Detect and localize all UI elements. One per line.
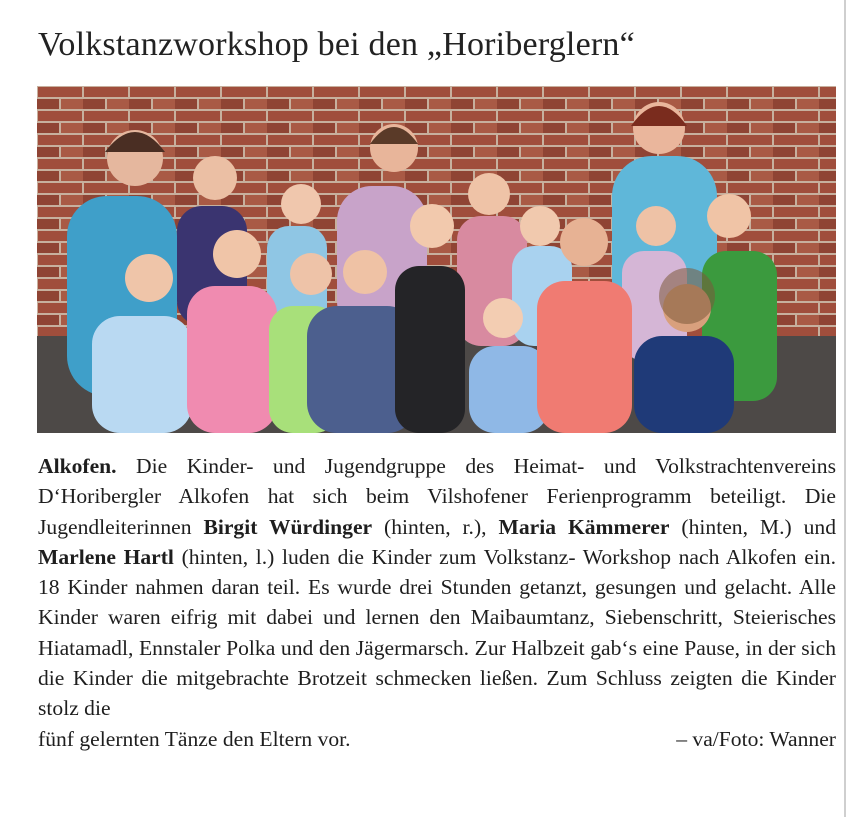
headline: Volkstanzworkshop bei den „Horiberglern“ [38,26,635,63]
article-body [38,451,836,754]
photo-credit: – va/Foto: Wanner [676,726,836,751]
article-text-2: (hinten, r.), [372,514,499,539]
dateline: Alkofen. [38,454,117,478]
article-text-3: (hinten, M.) und [669,514,837,539]
name-marlene: Marlene Hartl [38,544,174,569]
article-text-1: Die Kinder- und Jugendgruppe des Heimat- und Volkstrachtenvereins D‘Horibergler Alkofen hat sich beim Vilshofener Ferienprogramm beteiligt. Die Jugendleiterinnen [38,454,836,539]
page-edge-rule [844,0,846,817]
article-last-line: fünf gelernten Tänze den Eltern vor. [38,726,351,751]
name-birgit: Birgit Würdinger [203,514,373,539]
article-paragraph [38,451,836,724]
group-photo [37,86,836,433]
article-text-4: (hinten, l.) luden die Kinder zum Volkstanz- Workshop nach Alkofen ein. 18 Kinder nahmen daran teil. Es wurde drei Stunden getanzt, gesungen und gelacht. Alle Kinder waren eifrig mit dabei und lernen den Maibaumtanz, Siebenschritt, Steierisches Hiatamadl, Ennstaler Polka und den Jägermarsch. Zur Halbzeit gab‘s eine Pause, in der sich die Kinder die mitgebrachte Brotzeit schmecken ließen. Zum Schluss zeigten die Kinder stolz die [38,544,836,721]
name-maria: Maria Kämmerer [498,514,670,539]
credit-line [38,724,836,754]
